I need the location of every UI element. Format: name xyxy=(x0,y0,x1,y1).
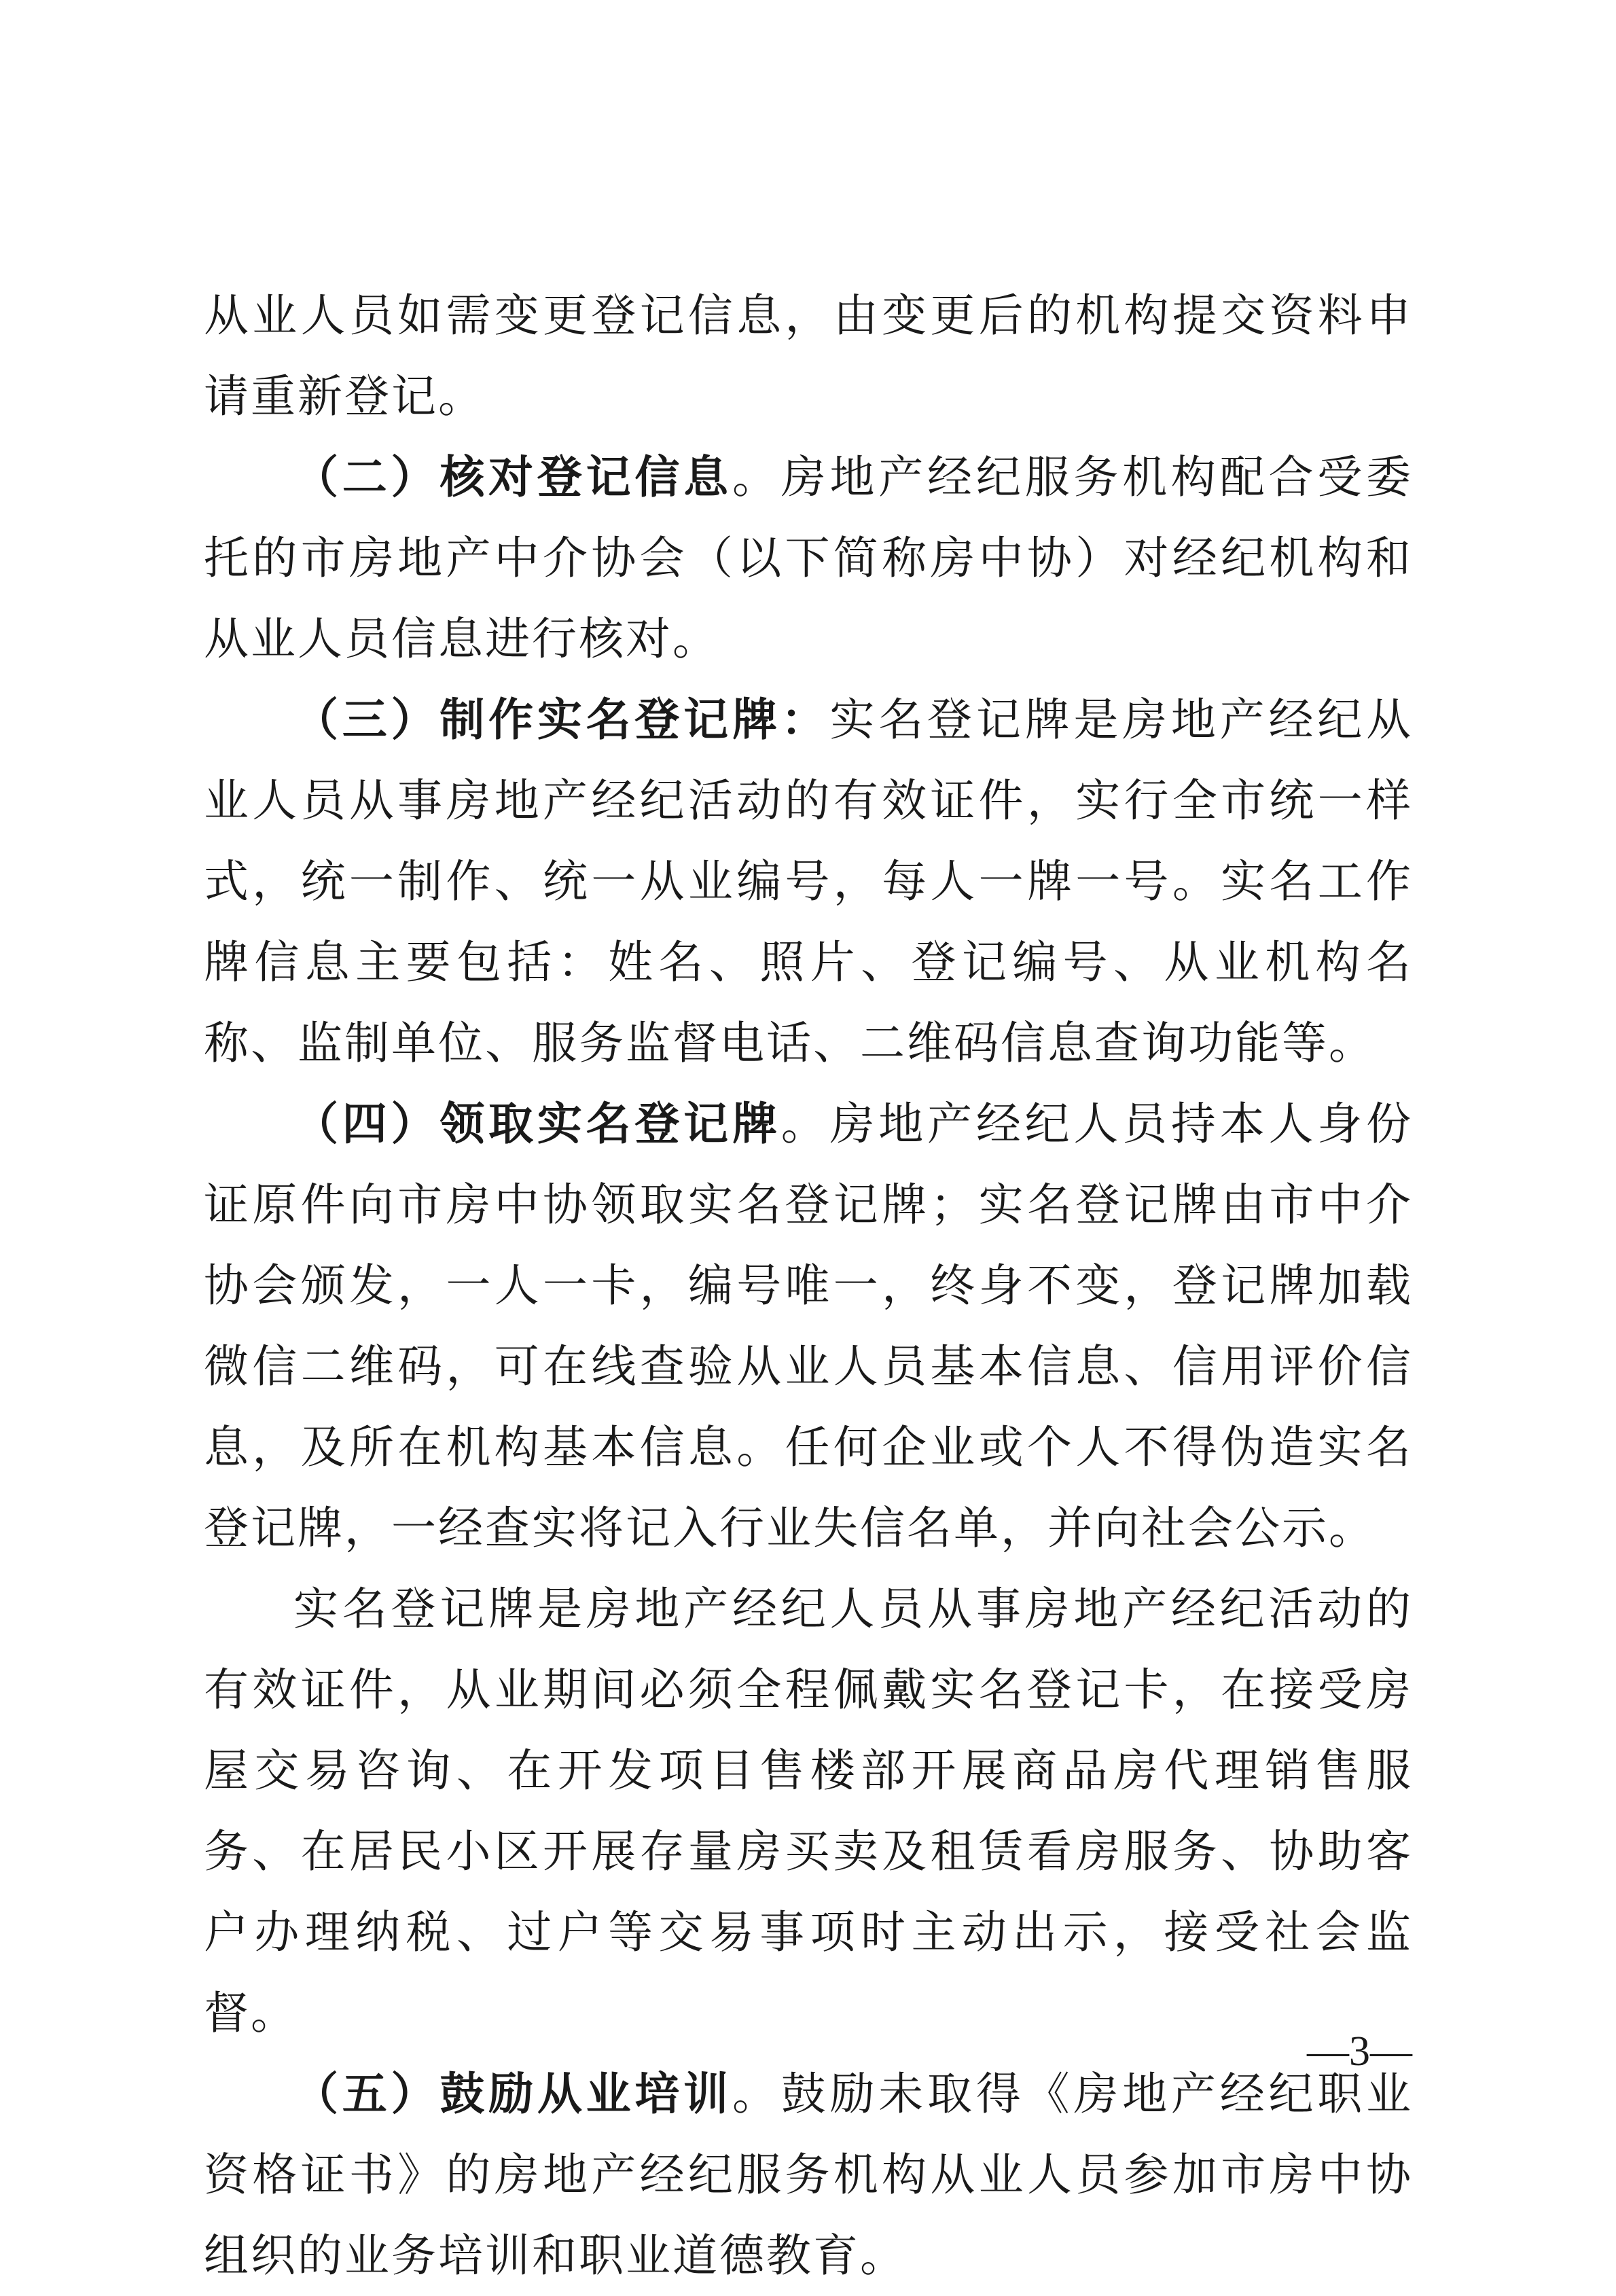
paragraph-continuation xyxy=(204,275,1413,437)
paragraph-text: 。房地产经纪服务机构配合受委托的市房地产中介协会（以下简称房中协）对经纪机构和从业人员信息进行核对。 xyxy=(204,451,1414,665)
paragraph-text: 。房地产经纪人员持本人身份证原件向市房中协领取实名登记牌；实名登记牌由市中介协会颁发，一人一卡，编号唯一，终身不变，登记牌加载微信二维码，可在线查验从业人员基本信息、信用评价信息，及所在机构基本信息。任何企业或个人不得伪造实名登记牌，一经查实将记入行业失信名单，并向社会公示。 xyxy=(204,1098,1414,1554)
page-number: —3— xyxy=(1307,2028,1412,2075)
paragraph-text: 实名登记牌是房地产经纪人员从事房地产经纪活动的有效证件，从业期间必须全程佩戴实名登记卡，在接受房屋交易咨询、在开发项目售楼部开展商品房代理销售服务、在居民小区开展存量房买卖及租赁看房服务、协助客户办理纳税、过户等交易事项时主动出示，接受社会监督。 xyxy=(204,1583,1413,2039)
paragraph-text: 从业人员如需变更登记信息，由变更后的机构提交资料申请重新登记。 xyxy=(204,289,1413,423)
section-heading: （四）领取实名登记牌 xyxy=(293,1098,781,1150)
section-heading: （三）制作实名登记牌： xyxy=(293,694,830,746)
paragraph-text: 实名登记牌是房地产经纪从业人员从事房地产经纪活动的有效证件，实行全市统一样式，统一制作、统一从业编号，每人一牌一号。实名工作牌信息主要包括：姓名、照片、登记编号、从业机构名称、监制单位、服务监督电话、二维码信息查询功能等。 xyxy=(204,694,1413,1069)
section-heading: （五）鼓励从业培训 xyxy=(293,2068,732,2120)
paragraph-badge-usage xyxy=(204,1568,1413,2053)
paragraph-text: 。鼓励未取得《房地产经纪职业资格证书》的房地产经纪服务机构从业人员参加市房中协组织的业务培训和职业道德教育。 xyxy=(204,2068,1414,2282)
paragraph-training xyxy=(204,2053,1413,2296)
section-heading: （二）核对登记信息 xyxy=(293,451,732,503)
paragraph-collect-badge xyxy=(204,1083,1413,1568)
document-body xyxy=(204,275,1413,2296)
paragraph-make-badge xyxy=(204,679,1413,1083)
paragraph-verify-info xyxy=(204,437,1413,679)
